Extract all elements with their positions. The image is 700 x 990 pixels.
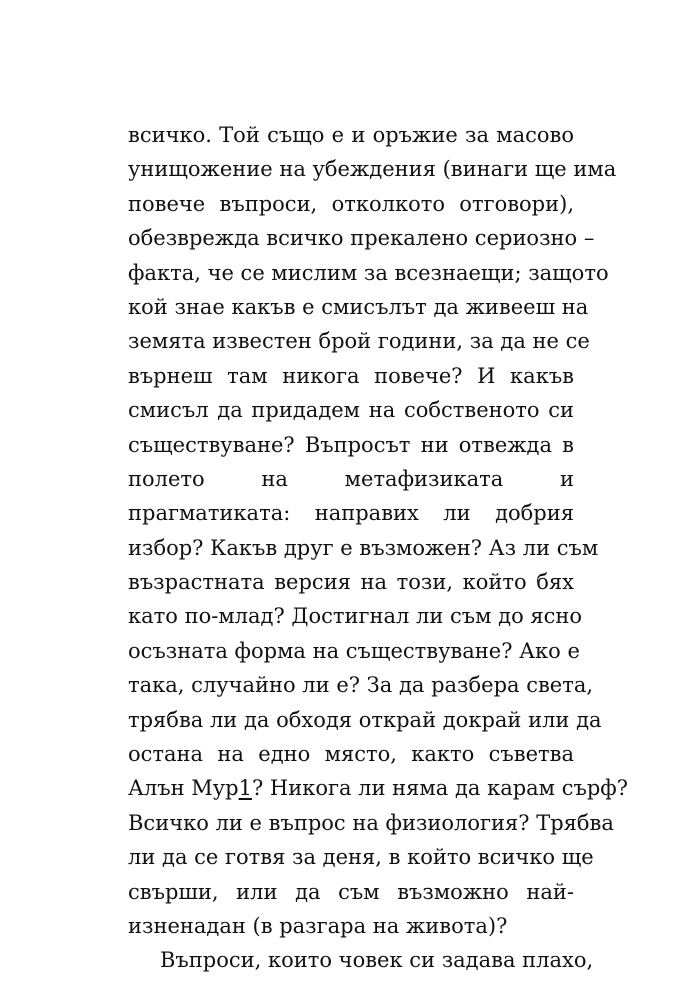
text-line: свърши, или да съм възможно най- — [128, 879, 574, 904]
text-line: ли да се готвя за деня, в който всичко ще — [128, 845, 594, 870]
text-line: като по-млад? Достигнал ли съм до ясно — [128, 604, 583, 629]
text-line: унищожение на убеждения (винаги ще има — [128, 157, 617, 182]
body-text — [128, 118, 628, 978]
text-segment: Алън Мур — [128, 776, 239, 801]
text-line: изненадан (в разгара на живота)? — [128, 913, 508, 938]
paragraph-first-line: Въпроси, които човек си задава плахо, — [160, 948, 594, 973]
text-line: факта, че се мислим за всезнаещи; защото — [128, 260, 609, 285]
footnote-link[interactable]: 1 — [238, 776, 252, 801]
text-line: обезврежда всичко прекалено сериозно – — [128, 226, 595, 251]
text-line: осъзната форма на съществуване? Ако е — [128, 638, 580, 663]
text-line: избор? Какъв друг е възможен? Аз ли съм — [128, 535, 599, 560]
text-line: смисъл да придадем на собственото си — [128, 398, 574, 423]
text-line: възрастната версия на този, който бях — [128, 570, 574, 595]
text-line: прагматиката: направих ли добрия — [128, 501, 574, 526]
text-line: полето на метафизиката и — [128, 466, 574, 491]
text-line: повече въпроси, отколкото отговори), — [128, 191, 574, 216]
text-line: остана на едно място, както съветва — [128, 742, 574, 767]
text-line: върнеш там никога повече? И какъв — [128, 363, 574, 388]
text-line: трябва ли да обходя открай докрай или да — [128, 707, 602, 732]
text-line-with-footnote — [128, 771, 628, 805]
text-line: съществуване? Въпросът ни отвежда в — [128, 432, 574, 457]
text-line: Всичко ли е въпрос на физиология? Трябва — [128, 810, 614, 835]
text-segment: ? Никога ли няма да карам сърф? — [251, 776, 628, 801]
text-line: така, случайно ли е? За да разбера света, — [128, 673, 594, 698]
text-line: кой знае какъв е смисълът да живееш на — [128, 294, 589, 319]
text-line: земята известен брой години, за да не се — [128, 329, 590, 354]
text-line: всичко. Той също е и оръжие за масово — [128, 123, 574, 147]
